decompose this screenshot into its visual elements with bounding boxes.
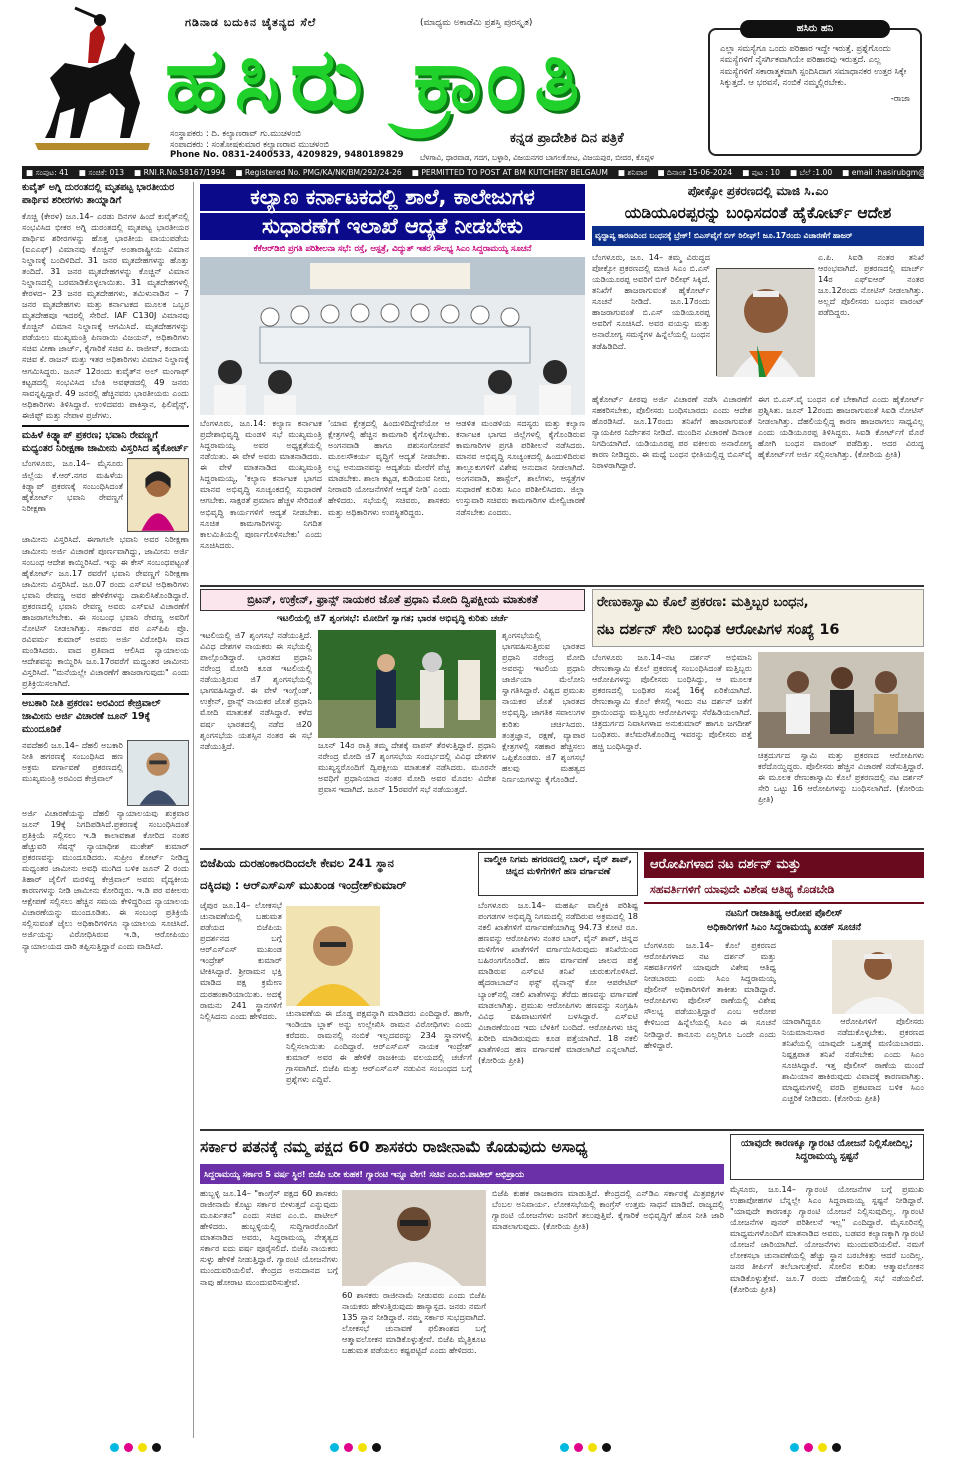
masthead — [0, 0, 945, 165]
yeddy-col-1: ಬೆಂಗಳೂರು, ಜೂ. 14– ತಮ್ಮ ವಿರುದ್ಧದ ಪೋಕ್ಸೋ ಪ್ರಕರಣದಲ್ಲಿ ಮಾಜಿ ಸಿಎಂ ಬಿ.ಎಸ್ ಯಡಿಯೂರಪ್ಪ ಅವರಿಗೆ ಬಿಗ್ ರಿಲೀಫ್ ಸಿಕ್ಕಿದೆ. ತನಿಖೆಗೆ ಹಾಜರಾಗುವಂತೆ ಹೈಕೋರ್ಟ್ ಸೂಚನೆ ನೀಡಿದೆ. ಜೂ.17ರಂದು ಹಾಜರಾಗುವಂತೆ ಬಿ.ಎಸ್ ಯಡಿಯೂರಪ್ಪ ಅವರಿಗೆ ಸೂಚಿಸಿದೆ. ಅವರ ವಯಸ್ಸು ಮತ್ತು ಅನಾರೋಗ್ಯ ಸಮಸ್ಯೆಗಳ ಹಿನ್ನೆಲೆಯಲ್ಲಿ ಬಂಧನ ತಡೆಹಿಡಿದಿದೆ. — [592, 252, 710, 351]
divider — [200, 848, 924, 850]
lead-col-3: ಆಡಳಿತ ಮಂಡಳಿಯ ಸದಸ್ಯರು ಮತ್ತು ಕಲ್ಯಾಣ ಕರ್ನಾಟಕ ಭಾಗದ ಜಿಲ್ಲೆಗಳಲ್ಲಿ ಕೈಗೊಂಡಿರುವ ಕಾಮಗಾರಿಗಳ ಪ್ರಗತಿ ಪರಿಶೀಲನೆ ನಡೆಸಿದರು. ಮಾನವ ಅಭಿವೃದ್ಧಿ ಸೂಚ್ಯಂಕದಲ್ಲಿ ಹಿಂದುಳಿದಿರುವ ತಾಲ್ಲೂಕುಗಳಿಗೆ ವಿಶೇಷ ಅನುದಾನ ನೀಡಲಾಗಿದೆ. ಅಂಗನವಾಡಿ, ಹಾಸ್ಟೆಲ್, ಶಾಲೆಗಳು, ಆಸ್ಪತ್ರೆಗಳ ಸುಧಾರಣೆ ಕುರಿತು ಸಿಎಂ ಪರಿಶೀಲಿಸಿದರು. ಜಿಲ್ಲಾ ಉಸ್ತುವಾರಿ ಸಚಿವರು ಕಾಮಗಾರಿಗಳ ಮೇಲ್ವಿಚಾರಣೆ ನಡೆಸಬೇಕು ಎಂದರು. — [456, 418, 585, 517]
sarkar-headline: ಸರ್ಕಾರ ಪತನಕ್ಕೆ ನಮ್ಮ ಪಕ್ಷದ 60 ಶಾಸಕರು ರಾಜೀನಾಮೆ ಕೊಡುವುದು ಅಸಾಧ್ಯ — [200, 1138, 588, 1156]
sarkar-photo — [342, 1190, 486, 1286]
issue-info-item: ■ email :hasirubgm@gmail.com — [842, 168, 966, 177]
bjp-headline-line1: ಬಿಜೆಪಿಯ ದುರಹಂಕಾರದಿಂದಲೇ ಕೇವಲ 241 ಸ್ಥಾನ — [200, 856, 394, 870]
sarkar-col-1: ಹುಬ್ಬಳ್ಳಿ ಜೂ.14– "ಕಾಂಗ್ರೆಸ್ ಪಕ್ಷದ 60 ಶಾಸಕರು ರಾಜೀನಾಮೆ ಕೊಟ್ಟು ಸರ್ಕಾರ ಬೀಳುತ್ತದೆ ಎನ್ನುವುದು ಮೂರ್ಖತನ" ಎಂದು ಸಚಿವ ಎಂ.ಬಿ. ಪಾಟೀಲ್ ಹೇಳಿದರು. ಹುಬ್ಬಳ್ಳಿಯಲ್ಲಿ ಸುದ್ದಿಗಾರರೊಂದಿಗೆ ಮಾತನಾಡಿದ ಅವರು, ಸಿದ್ದರಾಮಯ್ಯ ನೇತೃತ್ವದ ಸರ್ಕಾರ ಐದು ವರ್ಷ ಪೂರೈಸಲಿದೆ. ಬಿಜೆಪಿ ನಾಯಕರು ಸುಳ್ಳು ಹೇಳಿಕೆ ನೀಡುತ್ತಿದ್ದಾರೆ. ಗ್ಯಾರಂಟಿ ಯೋಜನೆಗಳು ಮುಂದುವರಿಯಲಿವೆ. ಕೇಂದ್ರದ ಅನುದಾನದ ಬಗ್ಗೆ ನಾವು ಹೋರಾಟ ಮುಂದುವರಿಸುತ್ತೇವೆ. — [200, 1188, 338, 1287]
lead-headline-line2: ಸುಧಾರಣೆಗೆ ಇಲಾಖೆ ಆದ್ಯತೆ ನೀಡಬೇಕು — [200, 213, 585, 240]
renuka-headline — [592, 589, 924, 647]
quote-title: ಹಸಿರು ಹನಿ — [740, 20, 890, 38]
left-column — [22, 182, 194, 1438]
renuka-col-2: ಚಿತ್ರದುರ್ಗದ ಸ್ವಾಮಿ ಮತ್ತು ಪ್ರಕರಣದ ಆರೋಪಿಗಳು ಕರೆದೊಯ್ದಿದ್ದರು. ಪೊಲೀಸರು ಹೆಚ್ಚಿನ ವಿಚಾರಣೆ ನಡೆಸುತ್ತಿದ್ದಾರೆ. ಈ ಮೂಲಕ ರೇಣುಕಾಸ್ವಾಮಿ ಕೊಲೆ ಪ್ರಕರಣದಲ್ಲಿ ನಟ ದರ್ಶನ್ ಸೇರಿ ಒಟ್ಟು 16 ಆರೋಪಿಗಳನ್ನು ಬಂಧಿಸಲಾಗಿದೆ. (ಕೋರಿಯ ಪ್ರೀತಿ) — [758, 750, 924, 805]
sarkar-col-3: ಬಿಜೆಪಿ ಕುಹಕ ರಾಜಕಾರಣ ಮಾಡುತ್ತಿದೆ. ಕೇಂದ್ರದಲ್ಲಿ ಎನ್‌ಡಿಎ ಸರ್ಕಾರಕ್ಕೆ ಮಿತ್ರಪಕ್ಷಗಳ ಬೆಂಬಲ ಅನಿವಾರ್ಯ. ಲೋಕಸಭೆಯಲ್ಲಿ ಕಾಂಗ್ರೆಸ್ ಉತ್ತಮ ಸಾಧನೆ ಮಾಡಿದೆ. ರಾಜ್ಯದಲ್ಲಿ ಗ್ಯಾರಂಟಿ ಯೋಜನೆಗಳು ಜನರಿಗೆ ತಲುಪುತ್ತಿವೆ. ಕೈಗಾರಿಕೆ ಅಭಿವೃದ್ಧಿಗೆ ಹೊಸ ನೀತಿ ಜಾರಿ ಮಾಡಲಾಗುವುದು. (ಕೋರಿಯ ಪ್ರೀತಿ) — [492, 1188, 724, 1232]
bhavani-body-lead: ಬೆಂಗಳೂರು, ಜೂ.14– ಮೈಸೂರು ಜಿಲ್ಲೆಯ ಕೆ.ಆರ್.ನಗರ ಮಹಿಳೆಯ ಕಿಡ್ನ್ಯಾಪ್ ಪ್ರಕರಣಕ್ಕೆ ಸಂಬಂಧಿಸಿದಂತೆ ಹೈಕೋರ್ಟ್ ಭವಾನಿ ರೇವಣ್ಣಗೆ ನಿರೀಕ್ಷಣಾ — [22, 458, 123, 513]
lead-col-2: 'ಯಾವ ಕ್ಷೇತ್ರದಲ್ಲಿ ಹಿಂದುಳಿದಿದ್ದೇವೆಯೋ ಆ ಕ್ಷೇತ್ರಗಳಲ್ಲಿ ಹೆಚ್ಚಿನ ಕಾಮಗಾರಿ ಕೈಗೊಳ್ಳಬೇಕು. ಅಂಗನವಾಡಿ ಹಾಗೂ ಪಶುಸಂಗೋಪನೆ ಮೂಲಸೌಕರ್ಯ ವೃದ್ಧಿಗೆ ಆದ್ಯತೆ ನೀಡಬೇಕು. ಲಭ್ಯ ಅನುದಾನವನ್ನು ಆದ್ಯತೆಯ ಮೇರೆಗೆ ವೆಚ್ಚ ಮಾಡಬೇಕು. ಶಾಲಾ ಕಟ್ಟಡ, ಕುಡಿಯುವ ನೀರು, ನೀರಾವರಿ ಯೋಜನೆಗಳಿಗೆ ಆದ್ಯತೆ ನೀಡಿ' ಎಂದು ಹೇಳಿದರು. ಸಭೆಯಲ್ಲಿ ಸಚಿವರು, ಶಾಸಕರು ಮತ್ತು ಅಧಿಕಾರಿಗಳು ಉಪಸ್ಥಿತರಿದ್ದರು. — [328, 418, 450, 517]
issue-info-item: ■ ಸಂಚಿಕೆ: 013 — [78, 168, 125, 177]
modi-col-2: ಜೂನ್ 14ರ ರಾತ್ರಿ ತಮ್ಮ ದೇಶಕ್ಕೆ ವಾಪಸ್ ತೆರಳುತ್ತಿದ್ದಾರೆ. ಪ್ರಧಾನಿ ನರೇಂದ್ರ ಮೋದಿ ಜಿ7 ಶೃಂಗಸಭೆಯ ಸಂದರ್ಭದಲ್ಲಿ ವಿವಿಧ ದೇಶಗಳ ಮುಖ್ಯಸ್ಥರೊಂದಿಗೆ ದ್ವಿಪಕ್ಷೀಯ ಮಾತುಕತೆ ನಡೆಸಿದರು. ಮೂರನೇ ಅವಧಿಗೆ ಪ್ರಧಾನಿಯಾದ ನಂತರ ಮೋದಿ ಅವರ ಮೊದಲ ವಿದೇಶ ಪ್ರವಾಸ ಇದಾಗಿದೆ. ಜೂನ್ 15ರವರೆಗೆ ಸಭೆ ನಡೆಯುತ್ತದೆ. — [318, 740, 496, 795]
lead-headline — [200, 184, 585, 240]
lead-headline-line1: ಕಲ್ಯಾಣ ಕರ್ನಾಟಕದಲ್ಲಿ ಶಾಲೆ, ಕಾಲೇಜುಗಳ — [200, 184, 585, 211]
issue-info-item: ■ ಶನಿವಾರ — [617, 168, 648, 177]
modi-photo — [318, 630, 496, 738]
lead-subheadline: ಕೆಕೆಆರ್‌ಡಿಬಿ ಪ್ರಗತಿ ಪರಿಶೀಲನಾ ಸಭೆ: ರಸ್ತೆ, ಆಸ್ಪತ್ರೆ, ವಿದ್ಯುತ್ ಇತರ ಸೌಲಭ್ಯ ಸಿಎಂ ಸಿದ್ದರಾಮಯ್ಯ ಸೂಚನೆ — [253, 243, 532, 253]
issue-info-item: ■ ಸಂಪುಟ: 41 — [26, 168, 69, 177]
kejriwal-body: ಅರ್ಜಿ ವಿಚಾರಣೆಯನ್ನು ದೆಹಲಿ ನ್ಯಾಯಾಲಯವು ಶುಕ್ರವಾರ ಜೂನ್ 19ಕ್ಕೆ ನಿಗದಿಪಡಿಸಿದೆ.ಪ್ರಕರಣಕ್ಕೆ ಸಂಬಂಧಿಸಿದಂತೆ ಪ್ರತಿಕ್ರಿಯೆ ಸಲ್ಲಿಸಲು ಇ.ಡಿ ಕಾಲಾವಕಾಶ ಕೋರಿದ ನಂತರ ಹೆಚ್ಚುವರಿ ಸೆಷನ್ಸ್ ನ್ಯಾಯಾಧೀಶ ಮುಕೇಶ್ ಕುಮಾರ್ ಪ್ರಕರಣವನ್ನು ಮುಂದೂಡಿದರು. ಸುಪ್ರೀಂ ಕೋರ್ಟ್ ನೀಡಿದ್ದ ಮಧ್ಯಂತರ ಜಾಮೀನು ಅವಧಿ ಮುಗಿದ ಬಳಿಕ ಜೂನ್ 2 ರಂದು ತಿಹಾರ್ ಜೈಲಿಗೆ ಮರಳಿದ್ದ ಕೇಜ್ರಿವಾಲ್ ಅವರು ವೈದ್ಯಕೀಯ ಕಾರಣಗಳನ್ನು ನೀಡಿ ಜಾಮೀನು ಕೋರಿದ್ದರು. ಇ.ಡಿ ಪರ ವಕೀಲರು ಆಕ್ಷೇಪಣೆ ಸಲ್ಲಿಸಲು ಹೆಚ್ಚಿನ ಸಮಯ ಕೇಳಿದ್ದರಿಂದ ನ್ಯಾಯಾಲಯ ವಿಚಾರಣೆಯನ್ನು ಮುಂದೂಡಿತು. ಈ ಸಂಬಂಧ ಪ್ರತಿಕ್ರಿಯೆ ಸಲ್ಲಿಸುವಂತೆ ಜೈಲು ಅಧಿಕಾರಿಗಳಿಗೂ ನ್ಯಾಯಾಲಯ ಸೂಚಿಸಿದೆ. ಅರ್ಜಿಯನ್ನು ವಿರೋಧಿಸಿರುವ ಇ.ಡಿ, ಆರೋಪಿಯು ನ್ಯಾಯಾಲಯದ ದಾರಿ ತಪ್ಪಿಸುತ್ತಿದ್ದಾರೆ ಎಂದು ವಾದಿಸಿದೆ. — [22, 807, 189, 951]
kejriwal-body-lead: ನವದೆಹಲಿ ಜೂ.14– ದೆಹಲಿ ಅಬಕಾರಿ ನೀತಿ ಹಗರಣಕ್ಕೆ ಸಂಬಂಧಿಸಿದ ಹಣ ಅಕ್ರಮ ವರ್ಗಾವಣೆ ಪ್ರಕರಣದಲ್ಲಿ ಮುಖ್ಯಮಂತ್ರಿ ಅರವಿಂದ ಕೇಜ್ರಿವಾಲ್ — [22, 739, 123, 783]
quote-text: ಎಲ್ಲಾ ಸಮಸ್ಯೆಗೂ ಒಂದು ಪರಿಹಾರ ಇದ್ದೇ ಇರುತ್ತೆ. ಪ್ರಶ್ನೆಗೊಂದು ಸಮಸ್ಯೆಗಳಿಗೆ ನೈಸರ್ಗಿಕವಾಗಿಯೇ ಪರಿಹಾರವು ಇರುತ್ತದೆ. ಎಲ್ಲ ಸಮಸ್ಯೆಗಳಿಗೆ ಸಕಾರಾತ್ಮಕವಾಗಿ ಸ್ಪಂದಿಸಿದಾಗ ಸಮಾಧಾನಕರ ಉತ್ತರ ಸಿಕ್ಕೇ ಸಿಕ್ಕುತ್ತದೆ. ಆ ಭರವಸೆ, ನಂಬಿಕೆ ನಮ್ಮಲ್ಲಿರಬೇಕು. — [720, 44, 907, 89]
registration-mark — [358, 1443, 367, 1452]
renuka-headline-line2: ನಟ ದರ್ಶನ್ ಸೇರಿ ಬಂಧಿತ ಆರೋಪಿಗಳ ಸಂಖ್ಯೆ 16 — [597, 622, 840, 638]
registration-mark — [574, 1443, 583, 1452]
registration-mark — [330, 1443, 339, 1452]
issue-info-item: ■ Registered No. PMG/KA/NK/BM/292/24-26 — [235, 168, 402, 177]
credits — [170, 129, 404, 161]
editions: ಬೆಳಗಾವಿ, ಧಾರವಾಡ, ಗದಗ, ಬಳ್ಳಾರಿ, ವಿಜಯನಗರ ಬಾಗಲಕೋಟ, ವಿಜಯಪುರ, ಬೀದರ, ಕೊಪ್ಪಳ — [420, 153, 654, 162]
award-tagline: (ಮಾಧ್ಯಮ ಅಕಾಡೆಮಿ ಪ್ರಶಸ್ತಿ ಪುರಸ್ಕೃತ) — [420, 18, 533, 28]
founder: ಸಂಸ್ಥಾಪಕರು : ದಿ. ಕಲ್ಯಾಣರಾವ್ ಗು.ಮುಚಳಂಬಿ — [170, 129, 301, 139]
valmiki-body: ಬೆಂಗಳೂರು ಜೂ.14– ಮಹರ್ಷಿ ವಾಲ್ಮೀಕಿ ಪರಿಶಿಷ್ಟ ಪಂಗಡಗಳ ಅಭಿವೃದ್ಧಿ ನಿಗಮದಲ್ಲಿ ನಡೆದಿರುವ ಅಕ್ರಮದಲ್ಲಿ 18 ನಕಲಿ ಖಾತೆಗಳಿಗೆ ವರ್ಗಾವಣೆಯಾಗಿದ್ದ 94.73 ಕೋಟಿ ರೂ. ಹಣವನ್ನು ಆರೋಪಿಗಳು ನಂತರ ಬಾರ್, ವೈನ್ ಶಾಪ್, ಚಿನ್ನದ ಮಳಿಗೆಗಳ ಖಾತೆಗಳಿಗೆ ವರ್ಗಾಯಿಸಿರುವುದು ತನಿಖೆಯಿಂದ ಬಹಿರಂಗಗೊಂಡಿದೆ. ಹಣ ವರ್ಗಾವಣೆ ಜಾಲದ ಪತ್ತೆ ಮಾಡಿರುವ ಎಸ್‌ಐಟಿ ತನಿಖೆ ಚುರುಕುಗೊಳಿಸಿದೆ. ಹೈದರಾಬಾದ್‌ನ ಫಸ್ಟ್ ಫೈನಾನ್ಸ್ ಕೋ ಆಪರೇಟಿವ್ ಬ್ಯಾಂಕ್‌ನಲ್ಲಿ ನಕಲಿ ಖಾತೆಗಳನ್ನು ತೆರೆದು ಹಣವನ್ನು ವರ್ಗಾವಣೆ ಮಾಡಲಾಗಿತ್ತು. ಪ್ರಮುಖ ಆರೋಪಿಗಳು ಹಣವನ್ನು ಸಂಗ್ರಹಿಸಿ ವಿವಿಧ ವಹಿವಾಟುಗಳಿಗೆ ಬಳಸಿದ್ದಾರೆ. ಎಸ್‌ಐಟಿ ವಿಚಾರಣೆಯಿಂದ ಇದು ಬೆಳಕಿಗೆ ಬಂದಿದೆ. ಆರೋಪಿಗಳು ಚಿನ್ನ ಖರೀದಿ ಮಾಡಿರುವುದು ಕೂಡ ಪತ್ತೆಯಾಗಿದೆ. 18 ನಕಲಿ ಖಾತೆಗಳಿಂದ ಹಣ ವರ್ಗಾವಣೆ ಮಾಡಲಾಗಿದೆ ಎನ್ನಲಾಗಿದೆ. (ಕೋರಿಯ ಪ್ರೀತಿ) — [478, 900, 638, 1065]
lead-photo — [200, 257, 585, 415]
registration-mark — [138, 1443, 147, 1452]
bjp-photo — [286, 906, 380, 1006]
issue-info-item: ■ ಪುಟ : 10 — [742, 168, 780, 177]
registration-mark — [344, 1443, 353, 1452]
darshan-col-2: ಯಾರಾಗಿದ್ದರೂ ಆರೋಪಿಗಳಿಗೆ ಪೊಲೀಸರು ನಿಯಮಾನುಸಾರ ನಡೆದುಕೊಳ್ಳಬೇಕು. ಪ್ರಕರಣದ ತನಿಖೆಯಲ್ಲಿ ಯಾವುದೇ ಒತ್ತಡಕ್ಕೆ ಮಣಿಯಬಾರದು. ನಿಷ್ಪಕ್ಷಪಾತ ತನಿಖೆ ನಡೆಸಬೇಕು ಎಂದು ಸಿಎಂ ಸೂಚಿಸಿದ್ದಾರೆ. ಇತ್ತ ಪೊಲೀಸ್ ಠಾಣೆಯ ಮುಂದೆ ಶಾಮಿಯಾನ ಹಾಕಿರುವುದು ವಿವಾದಕ್ಕೆ ಕಾರಣವಾಗಿತ್ತು. ಮಾಧ್ಯಮಗಳಲ್ಲಿ ವರದಿ ಪ್ರಕಟವಾದ ಬಳಿಕ ಸಿಎಂ ಎಚ್ಚರಿಕೆ ನೀಡಿದರು. (ಕೋರಿಯ ಪ್ರೀತಿ) — [782, 1016, 924, 1104]
registration-mark — [818, 1443, 827, 1452]
bhavani-body: ಜಾಮೀನು ವಿಸ್ತರಿಸಿದೆ. ಈಗಾಗಲೇ ಭವಾನಿ ಅವರ ನಿರೀಕ್ಷಣಾ ಜಾಮೀನು ಅರ್ಜಿ ವಿಚಾರಣೆ ಪೂರ್ಣವಾಗಿದ್ದು, ಜಾಮೀನು ಅರ್ಜಿ ಸಂಬಂಧ ಆದೇಶ ಕಾಯ್ದಿರಿಸಿದೆ. ಇನ್ನು ಈ ಕೇಸ್ ಸಂಬಂಧಪಟ್ಟಂತೆ ಹೈಕೋರ್ಟ್ ಜೂ.17 ರವರೆಗೆ ಭವಾನಿ ರೇವಣ್ಣಗೆ ನಿರೀಕ್ಷಣಾ ಜಾಮೀನು ವಿಸ್ತರಿಸಿದೆ. ಜೂ.07 ರಂದು ಎಸ್ಐಟಿ ಅಧಿಕಾರಿಗಳು ಭವಾನಿ ರೇವಣ್ಣ ಅವರ ಹೇಳಿಕೆಗಳನ್ನು ದಾಖಲಿಸಿಕೊಂಡಿದ್ದಾರೆ. ಪ್ರಕರಣದಲ್ಲಿ ಭವಾನಿ ರೇವಣ್ಣ ಅವರು ಎಸ್ಐಟಿ ವಿಚಾರಣೆಗೆ ಹಾಜರಾಗಲೇಬೇಕು. ಈ ಸಂಬಂಧ ಭವಾನಿ ರೇವಣ್ಣ ಅವರಿಗೆ ನೋಟಿಸ್ ನೀಡಲಾಗಿತ್ತು. ಸರ್ಕಾರದ ಪರ ಎಸ್‌ಪಿಪಿ ಪ್ರೊ. ರವಿವರ್ಮ ಕುಮಾರ್ ಅವರು ಅರ್ಜಿ ವಿರೋಧಿಸಿ ವಾದ ಮಂಡಿಸಿದರು. ವಾದ ಪ್ರತಿವಾದ ಆಲಿಸಿದ ನ್ಯಾಯಾಲಯ ಆದೇಶವನ್ನು ಕಾಯ್ದಿರಿಸಿ ಜೂ.17ರವರೆಗೆ ಮಧ್ಯಂತರ ಜಾಮೀನು ವಿಸ್ತರಿಸಿದೆ. "ಮನೆಯಲ್ಲೇ ವಿಚಾರಣೆಗೆ ಹಾಜರಾಗುವುದು" ಎಂದು ಪ್ರತಿಕ್ರಿಯಿಸಲಾಗಿದೆ. — [22, 534, 189, 689]
issue-info-item: ■ PERMITTED TO POST AT BM KUTCHERY BELGAUM — [411, 168, 608, 177]
kuwait-body: ಕೊಚ್ಚಿ (ಕೇರಳ) ಜೂ.14– ಎರಡು ದಿನಗಳ ಹಿಂದೆ ಕುವೈತ್‌ನಲ್ಲಿ ಸಂಭವಿಸಿದ ಭೀಕರ ಅಗ್ನಿ ದುರಂತದಲ್ಲಿ ಮೃತಪಟ್ಟ ಭಾರತೀಯರ ಪಾರ್ಥಿವ ಶರೀರಗಳನ್ನು ಹೊತ್ತ ಭಾರತೀಯ ವಾಯುಪಡೆಯ (ಐಎಎಫ್) ವಿಮಾನವು ಕೊಚ್ಚಿನ್ ಅಂತಾರಾಷ್ಟ್ರೀಯ ವಿಮಾನ ನಿಲ್ದಾಣಕ್ಕೆ ಬಂದಿಳಿದಿದೆ. 31 ಜನರ ಮೃತದೇಹಗಳನ್ನು ಹೊತ್ತು ತಂದಿದೆ. 31 ಜನರ ಮೃತದೇಹಗಳನ್ನು ಕೊಚ್ಚಿನ್ ವಿಮಾನ ನಿಲ್ದಾಣದಲ್ಲಿ ಬರಮಾಡಿಕೊಳ್ಳಲಾಯಿತು. 31 ಮೃತದೇಹಗಳಲ್ಲಿ ಕೇರಳದ– 23 ಜನರ ಮೃತದೇಹಗಳು, ತಮಿಳುನಾಡಿನ – 7 ಜನರ ಮೃತದೇಹಗಳು ಮತ್ತು ಕರ್ನಾಟಕದ ಮೂಲಕ ಒಬ್ಬರ ಮೃತದೇಹವೂ ಇದರಲ್ಲಿ ಸೇರಿದೆ. IAF C130J ವಿಮಾನವು ಕೊಚ್ಚಿನ್ ವಿಮಾನ ನಿಲ್ದಾಣಕ್ಕೆ ಆಗಮಿಸಿದೆ. ಮೃತದೇಹಗಳನ್ನು ಪಡೆಯಲು ಮುಖ್ಯಮಂತ್ರಿ ಪಿಣರಾಯಿ ವಿಜಯನ್, ಅಧಿಕಾರಿಗಳು ಸಚಿವ ವೀಣಾ ಜಾರ್ಜ್, ಕೈಗಾರಿಕೆ ಸಚಿವ ಪಿ. ರಾಜೀವ್, ಕಂದಾಯ ಸಚಿವ ಕೆ. ರಾಜನ್ ಮತ್ತು ಇತರ ಅಧಿಕಾರಿಗಳು ವಿಮಾನ ನಿಲ್ದಾಣಕ್ಕೆ ಆಗಮಿಸಿದ್ದರು. ಜೂನ್ 12ರಂದು ಕುವೈತ್‌ನ ಅಲ್ ಮಂಗಾಫ್ ಕಟ್ಟಡದಲ್ಲಿ ಸಂಭವಿಸಿದ ಬೆಂಕಿ ಅವಘಡದಲ್ಲಿ 49 ಜನರು ಸಾವನ್ನಪ್ಪಿದ್ದಾರೆ. 49 ಜನರಲ್ಲಿ ಹೆಚ್ಚಿನವರು ಭಾರತೀಯರು ಎಂದು ಅಧಿಕಾರಿಗಳು ತಿಳಿಸಿದ್ದಾರೆ. ಉಳಿದವರು ಪಾಕಿಸ್ತಾನ, ಫಿಲಿಪೈನ್ಸ್, ಈಜಿಪ್ಟ್ ಮತ್ತು ನೇಪಾಳ ಪ್ರಜೆಗಳು. — [22, 210, 189, 420]
yeddy-col-2: ಎ.ಪಿ. ಸಿಐಡಿ ನಂತರ ತನಿಖೆ ಆರಂಭವಾಗಿದೆ. ಪ್ರಕರಣದಲ್ಲಿ ಮಾರ್ಚ್ 14ರ ಎಫ್‌ಐಆರ್ ನಂತರ ಜೂ.12ರಂದು ನೋಟಿಸ್ ನೀಡಲಾಗಿತ್ತು. ಅಲ್ಲದೆ ಪೊಲೀಸರು ಬಂಧನ ವಾರಂಟ್ ಪಡೆದಿದ್ದರು. — [818, 252, 924, 318]
divider — [200, 1129, 924, 1131]
bhavani-photo — [127, 458, 189, 532]
tagline: ಗಡಿನಾಡ ಬದುಕಿನ ಚೈತನ್ಯದ ಸೆಲೆ — [185, 16, 317, 29]
bjp-headline-line2: ದಕ್ಕಿದವು : ಆರ್‌ಎಸ್‌ಎಸ್ ಮುಖಂಡ ಇಂದ್ರೇಶ್‌ಕುಮಾರ್ — [200, 878, 407, 892]
registration-mark — [790, 1443, 799, 1452]
registration-mark — [560, 1443, 569, 1452]
divider — [200, 585, 924, 587]
renuka-col-1: ಬೆಂಗಳೂರು ಜೂ.14–ನಟ ದರ್ಶನ್ ಅಭಿಮಾನಿ ರೇಣುಕಾಸ್ವಾಮಿ ಕೊಲೆ ಪ್ರಕರಣಕ್ಕೆ ಸಂಬಂಧಿಸಿದಂತೆ ಮತ್ತಿಬ್ಬರು ಆರೋಪಿಗಳನ್ನು ಪೊಲೀಸರು ಬಂಧಿಸಿದ್ದು, ಆ ಮೂಲಕ ಪ್ರಕರಣದಲ್ಲಿ ಬಂಧಿತರ ಸಂಖ್ಯೆ 16ಕ್ಕೆ ಏರಿಕೆಯಾಗಿದೆ. ರೇಣುಕಾಸ್ವಾಮಿ ಕೊಲೆ ಕೇಸಲ್ಲಿ ಇಂದು ನಟ ದರ್ಶನ್ ಜತೆಗೆ ಪ್ರಾಯಿಂದನ್ನು ಮತ್ತಿಬ್ಬರು ಆರೋಪಿಗಳನ್ನು ಸೆರೆಹಿಡಿಯಲಾಗಿದೆ. ಚಿತ್ರದುರ್ಗದ ನಿವಾಸಿಗಳಾದ ಅನುಕುಮಾರ್ ಹಾಗೂ ಜಗದೀಶ್ ಬಂಧಿತರು. ತಲೆಮರೆಸಿಕೊಂಡಿದ್ದ ಇವರನ್ನು ಪೊಲೀಸರು ಪತ್ತೆ ಹಚ್ಚಿ ಬಂಧಿಸಿದ್ದಾರೆ. — [592, 652, 752, 751]
issue-info-bar — [22, 166, 966, 179]
modi-col-1: ಇಟಲಿಯಲ್ಲಿ ಜಿ7 ಶೃಂಗಸಭೆ ನಡೆಯುತ್ತಿದೆ. ವಿವಿಧ ದೇಶಗಳ ನಾಯಕರು ಈ ಸಭೆಯಲ್ಲಿ ಪಾಲ್ಗೊಂಡಿದ್ದಾರೆ. ಭಾರತದ ಪ್ರಧಾನಿ ನರೇಂದ್ರ ಮೋದಿ ಕೂಡ ಇಟಲಿಯಲ್ಲಿ ನಡೆಯುತ್ತಿರುವ ಜಿ7 ಶೃಂಗಸಭೆಯಲ್ಲಿ ಭಾಗವಹಿಸಿದ್ದಾರೆ. ಈ ವೇಳೆ ಇಂಗ್ಲೆಂಡ್, ಉಕ್ರೇನ್, ಫ್ರಾನ್ಸ್ ನಾಯಕರ ಜೊತೆ ಪ್ರಧಾನಿ ಮೋದಿ ಮಾತುಕತೆ ನಡೆಸಿದ್ದಾರೆ. ಕಳೆದ ವರ್ಷ ಭಾರತದಲ್ಲಿ ನಡೆದ ಜಿ20 ಶೃಂಗಸಭೆಯ ಯಶಸ್ಸಿನ ನಂತರ ಈ ಸಭೆ ನಡೆಯುತ್ತಿದೆ. — [200, 630, 312, 751]
modi-col-3: ಶೃಂಗಸಭೆಯಲ್ಲಿ ಭಾಗವಹಿಸುತ್ತಿರುವ ಭಾರತದ ಪ್ರಧಾನಿ ನರೇಂದ್ರ ಮೋದಿ ಅವರನ್ನು ಇಟಲಿಯ ಪ್ರಧಾನಿ ಜಾರ್ಜಿಯಾ ಮೆಲೋನಿ ಸ್ವಾಗತಿಸಿದ್ದಾರೆ. ವಿಶ್ವದ ಪ್ರಮುಖ ನಾಯಕರ ಜೊತೆ ಭಾರತದ ಅಭಿವೃದ್ಧಿ, ಜಾಗತಿಕ ಸವಾಲುಗಳ ಕುರಿತು ಚರ್ಚಿಸಿದರು. ತಂತ್ರಜ್ಞಾನ, ರಕ್ಷಣೆ, ವ್ಯಾಪಾರ ಕ್ಷೇತ್ರಗಳಲ್ಲಿ ಸಹಕಾರ ಹೆಚ್ಚಿಸಲು ಒಪ್ಪಿಕೊಂಡರು. ಜಿ7 ಶೃಂಗಸಭೆ ಹಲವು ಮಹತ್ವದ ನಿರ್ಣಯಗಳನ್ನು ಕೈಗೊಂಡಿದೆ. — [502, 630, 585, 784]
valmiki-headline: ವಾಲ್ಮೀಕಿ ನಿಗಮ ಹಗರಣದಲ್ಲಿ ಬಾರ್, ವೈನ್ ಶಾಪ್, ಚಿನ್ನದ ಮಳಿಗೆಗಳಿಗೆ ಹಣ ವರ್ಗಾವಣೆ — [478, 852, 638, 896]
yeddy-strap: ವೃದ್ಧಾಪ್ಯ ಕಾರಣದಿಂದ ಬಂಧನಕ್ಕೆ ಬ್ರೇಕ್! ಬಿಎಸ್‌ವೈಗೆ ಬಿಗ್ ರಿಲೀಫ್! ಜೂ.17ರಂದು ವಿಚಾರಣೆಗೆ ಹಾಜರ್ — [592, 226, 924, 246]
registration-mark — [602, 1443, 611, 1452]
registration-mark — [588, 1443, 597, 1452]
issue-info-item: ■ ದಿನಾಂಕ 15-06-2024 — [657, 168, 733, 177]
darshan-photo — [832, 940, 924, 1014]
yeddy-headline: ಯಡಿಯೂರಪ್ಪರನ್ನು ಬಂಧಿಸದಂತೆ ಹೈಕೋರ್ಟ್ ಆದೇಶ — [624, 204, 892, 222]
registration-mark — [372, 1443, 381, 1452]
darshan-col-1: ಬೆಂಗಳೂರು ಜೂ.14– ಕೊಲೆ ಪ್ರಕರಣದ ಆರೋಪಿಗಳಾದ ನಟ ದರ್ಶನ್ ಮತ್ತು ಸಹವರ್ತಿಗಳಿಗೆ ಯಾವುದೇ ವಿಶೇಷ ಆತಿಥ್ಯ ನೀಡಬಾರದು ಎಂದು ಸಿಎಂ ಸಿದ್ದರಾಮಯ್ಯ ಪೊಲೀಸ್ ಅಧಿಕಾರಿಗಳಿಗೆ ತಾಕೀತು ಮಾಡಿದ್ದಾರೆ. ಆರೋಪಿಗಳು ಪೊಲೀಸ್ ಠಾಣೆಯಲ್ಲಿ ವಿಶೇಷ ಸೌಲಭ್ಯ ಪಡೆಯುತ್ತಿದ್ದಾರೆ ಎಂಬ ಆರೋಪ ಕೇಳಿಬಂದ ಹಿನ್ನೆಲೆಯಲ್ಲಿ ಸಿಎಂ ಈ ಸೂಚನೆ ನೀಡಿದ್ದಾರೆ. ಕಾನೂನು ಎಲ್ಲರಿಗೂ ಒಂದೇ ಎಂದು ಹೇಳಿದ್ದಾರೆ. — [644, 940, 776, 1050]
yeddy-col-3: ಹೈಕೋರ್ಟ್ ಪೀಠವು ಅರ್ಜಿ ವಿಚಾರಣೆ ನಡೆಸಿ ವಿಚಾರಣೆಗೆ ಸಹಕರಿಸಬೇಕು, ಪೊಲೀಸರು ಬಂಧಿಸಬಾರದು ಎಂದು ಆದೇಶ ಹೊರಡಿಸಿದೆ. ಜೂ.17ರಂದು ತನಿಖೆಗೆ ಹಾಜರಾಗುವಂತೆ ನ್ಯಾಯಪೀಠ ನಿರ್ದೇಶನ ನೀಡಿದೆ. ಮುಂದಿನ ವಿಚಾರಣೆ ದಿನಾಂಕ ನಿಗದಿಯಾಗಿದೆ. ಯಡಿಯೂರಪ್ಪ ಪರ ವಕೀಲರು ಅನಾರೋಗ್ಯ ಕಾರಣ ನೀಡಿದ್ದರು. ಈ ಮಧ್ಯೆ ಬಂಧನ ಭೀತಿಯಲ್ಲಿದ್ದ ಬಿಎಸ್‌ವೈ ನಿರಾಳರಾಗಿದ್ದಾರೆ. — [592, 394, 752, 471]
kuwait-headline: ಕುವೈತ್ ಅಗ್ನಿ ದುರಂತದಲ್ಲಿ ಮೃತಪಟ್ಟ ಭಾರತೀಯರ ಪಾರ್ಥಿವ ಶರೀರಗಳು ತಾಯ್ನಾಡಿಗೆ — [22, 182, 175, 206]
sarkar-col-2: 60 ಶಾಸಕರು ರಾಜೀನಾಮೆ ನೀಡುವರು ಎಂದು ಬಿಜೆಪಿ ನಾಯಕರು ಹೇಳುತ್ತಿರುವುದು ಹಾಸ್ಯಾಸ್ಪದ. ಜನರು ನಮಗೆ 135 ಸ್ಥಾನ ನೀಡಿದ್ದಾರೆ. ನಮ್ಮ ಸರ್ಕಾರ ಸುಭದ್ರವಾಗಿದೆ. ಲೋಕಸಭೆ ಚುನಾವಣೆ ಫಲಿತಾಂಶದ ಬಗ್ಗೆ ಆತ್ಮಾವಲೋಕನ ಮಾಡಿಕೊಳ್ಳುತ್ತೇವೆ. ಬಿಜೆಪಿ ಮೈತ್ರಿಕೂಟ ಬಹುಮತ ಪಡೆಯಲು ಕಷ್ಟಪಟ್ಟಿದೆ ಎಂದು ಹೇಳಿದರು. — [342, 1290, 486, 1356]
registration-mark — [110, 1443, 119, 1452]
horse-rider-logo — [20, 8, 160, 158]
bjp-headline — [200, 852, 472, 896]
darshan-headline-line2: ಸಹವರ್ತಿಗಳಿಗೆ ಯಾವುದೇ ವಿಶೇಷ ಆತಿಥ್ಯ ಕೊಡಬೇಡಿ — [644, 878, 924, 902]
newspaper-name: ಹಸಿರು ಕ್ರಾಂತಿ — [165, 30, 590, 130]
renuka-photo — [758, 652, 924, 748]
kejriwal-headline: ಅಬಕಾರಿ ನೀತಿ ಪ್ರಕರಣ: ಅರವಿಂದ ಕೇಜ್ರಿವಾಲ್ ಜಾಮೀನು ಅರ್ಜಿ ವಿಚಾರಣೆ ಜೂನ್ 19ಕ್ಕೆ ಮುಂದೂಡಿಕೆ — [22, 693, 189, 736]
phone: Phone No. 0831-2400533, 4209829, 9480189829 — [170, 150, 404, 161]
quote-box — [708, 23, 922, 156]
kejriwal-photo — [127, 740, 189, 806]
registration-mark — [152, 1443, 161, 1452]
issue-info-item: ■ RNI.R.No.58167/1994 — [134, 168, 226, 177]
newspaper-subtitle: ಕನ್ನಡ ಪ್ರಾದೇಶಿಕ ದಿನ ಪತ್ರಿಕೆ — [510, 131, 624, 146]
darshan-sub1: ನಟನಿಗೆ ರಾಜಾತಿಥ್ಯ ಆರೋಪ ಪೊಲೀಸ್ — [725, 908, 843, 919]
yeddy-kicker: ಪೋಕ್ಸೋ ಪ್ರಕರಣದಲ್ಲಿ ಮಾಜಿ ಸಿ.ಎಂ — [687, 184, 829, 198]
issue-info-item: ■ ಬೆಲೆ :1.00 — [789, 168, 833, 177]
guarantee-headline: ಯಾವುದೇ ಕಾರಣಕ್ಕೂ ಗ್ಯಾರಂಟಿ ಯೋಜನೆ ನಿಲ್ಲಿಸೋದಿಲ್ಲ; ಸಿದ್ದರಾಮಯ್ಯ ಸ್ಪಷ್ಟನೆ — [730, 1134, 924, 1180]
yeddy-col-4: ಈಗ ಬಿ.ಎಸ್.ವೈ ಬಂಧನ ಏಕೆ ಬೇಕಾಗಿದೆ ಎಂದು ಹೈಕೋರ್ಟ್ ಪ್ರಶ್ನಿಸಿತು. ಜೂನ್ 12ರಂದು ಹಾಜರಾಗುವಂತೆ ಸಿಐಡಿ ನೋಟಿಸ್ ನೀಡಲಾಗಿತ್ತು. ದೆಹಲಿಯಲ್ಲಿದ್ದ ಕಾರಣ ಹಾಜರಾಗಲು ಸಾಧ್ಯವಿಲ್ಲ ಎಂದು ಯಡಿಯೂರಪ್ಪ ತಿಳಿಸಿದ್ದರು. ಸಿಐಡಿ ಕೋರ್ಟ್‌ಗೆ ಮೊರೆ ಹೋಗಿ ಬಂಧನ ವಾರಂಟ್ ಪಡೆದಿತ್ತು. ಅದರ ವಿರುದ್ಧ ಹೈಕೋರ್ಟ್‌ಗೆ ಅರ್ಜಿ ಸಲ್ಲಿಸಲಾಗಿತ್ತು. (ಕೋರಿಯ ಪ್ರೀತಿ) — [758, 394, 924, 460]
renuka-headline-line1: ರೇಣುಕಾಸ್ವಾಮಿ ಕೊಲೆ ಪ್ರಕರಣ: ಮತ್ತಿಬ್ಬರ ಬಂಧನ, — [597, 595, 809, 610]
editor: ಸಂಪಾದಕರು : ಸಂತೋಷಕುಮಾರ ಕಲ್ಯಾಣರಾವ ಮುಚಳಂಬಿ — [170, 139, 329, 150]
darshan-sub2: ಅಧಿಕಾರಿಗಳಿಗೆ ಸಿಎಂ ಸಿದ್ದರಾಮಯ್ಯ ಖಡಕ್ ಸೂಚನೆ — [707, 922, 861, 933]
modi-subheadline: ಇಟಲಿಯಲ್ಲಿ ಜಿ7 ಶೃಂಗಸಭೆ: ಮೋದಿಗೆ ಸ್ವಾಗತ; ಭಾರತ ಅಭಿವೃದ್ಧಿ ಕುರಿತು ಚರ್ಚೆ — [276, 614, 509, 624]
yeddy-photo — [716, 268, 814, 376]
darshan-headline — [644, 852, 924, 904]
modi-headline: ಬ್ರಿಟನ್, ಉಕ್ರೇನ್, ಫ್ರಾನ್ಸ್ ನಾಯಕರ ಜೊತೆ ಪ್ರಧಾನಿ ಮೋದಿ ದ್ವಿಪಕ್ಷೀಯ ಮಾತುಕತೆ — [200, 589, 585, 611]
guarantee-body: ಮೈಸೂರು, ಜೂ.14– ಗ್ಯಾರಂಟಿ ಯೋಜನೆಗಳ ಬಗ್ಗೆ ಪ್ರಮುಖ ಉಹಾಪೋಹಗಳ ಬೆನ್ನಲ್ಲೇ ಸಿಎಂ ಸಿದ್ದರಾಮಯ್ಯ ಸ್ಪಷ್ಟನೆ ನೀಡಿದ್ದಾರೆ. "ಯಾವುದೇ ಕಾರಣಕ್ಕೂ ಗ್ಯಾರಂಟಿ ಯೋಜನೆ ನಿಲ್ಲಿಸುವುದಿಲ್ಲ. ಗ್ಯಾರಂಟಿ ಯೋಜನೆಗಳ ಪುನರ್ ಪರಿಶೀಲನೆ ಇಲ್ಲ" ಎಂದಿದ್ದಾರೆ. ಮೈಸೂರಿನಲ್ಲಿ ಮಾಧ್ಯಮಗಳೊಂದಿಗೆ ಮಾತನಾಡಿದ ಅವರು, ಬಡವರ ಕಲ್ಯಾಣಕ್ಕಾಗಿ ಗ್ಯಾರಂಟಿ ಯೋಜನೆ ಜಾರಿಯಾಗಿದೆ. ಯೋಜನೆಗಳು ಮುಂದುವರಿಯಲಿವೆ. ನಮಗೆ ಲೋಕಸಭಾ ಚುನಾವಣೆಯಲ್ಲಿ ಹೆಚ್ಚು ಸ್ಥಾನ ಬರಬೇಕಿತ್ತು ಆದರೆ ಬಂದಿಲ್ಲ. ಜನರ ತೀರ್ಪಿಗೆ ತಲೆಬಾಗುತ್ತೇವೆ. ಸೋಲಿನ ಕುರಿತು ಆತ್ಮಾವಲೋಕನ ಮಾಡಿಕೊಳ್ಳುತ್ತೇವೆ. ಜೂ.7 ರಂದು ದೆಹಲಿಯಲ್ಲಿ ಸಭೆ ನಡೆಯಲಿದೆ. (ಕೋರಿಯ ಪ್ರೀತಿ) — [730, 1184, 924, 1294]
lead-col-1: ಬೆಂಗಳೂರು, ಜೂ.14: ಕಲ್ಯಾಣ ಕರ್ನಾಟಕ ಪ್ರದೇಶಾಭಿವೃದ್ಧಿ ಮಂಡಳಿ ಸಭೆ ಮುಖ್ಯಮಂತ್ರಿ ಸಿದ್ದರಾಮಯ್ಯ ಅವರ ಅಧ್ಯಕ್ಷತೆಯಲ್ಲಿ ನಡೆಯಿತು. ಈ ವೇಳೆ ಅವರು ಮಾತನಾಡಿದರು. ಈ ವೇಳೆ ಮಾತನಾಡಿದ ಮುಖ್ಯಮಂತ್ರಿ ಸಿದ್ದರಾಮಯ್ಯ, 'ಕಲ್ಯಾಣ ಕರ್ನಾಟಕ ಭಾಗದ ಮಾನವ ಅಭಿವೃದ್ಧಿ ಸೂಚ್ಯಂಕದಲ್ಲಿ ಸುಧಾರಣೆ ಆಗಬೇಕು. ಸಾಕ್ಷರತೆ ಪ್ರಮಾಣ ಹೆಚ್ಚಳ ಸೇರಿದಂತೆ ಅಭಿವೃದ್ಧಿ ಕಾರ್ಯಗಳಿಗೆ ಆದ್ಯತೆ ನೀಡಬೇಕು. ಸೂಚಿತ ಕಾಮಗಾರಿಗಳನ್ನು ನಿಗದಿತ ಕಾಲಮಿತಿಯಲ್ಲಿ ಪೂರ್ಣಗೊಳಿಸಬೇಕು' ಎಂದು ಸೂಚಿಸಿದರು. — [200, 418, 322, 550]
sarkar-strap: ಸಿದ್ದರಾಮಯ್ಯ ಸರ್ಕಾರ 5 ವರ್ಷ ಸ್ಥಿರ! ಬಿಜೆಪಿ ಬರೀ ಕುಹಕ! ಗ್ಯಾರಂಟಿ ಇನ್ನೂ ವೇಗ! ಸಚಿವ ಎಂ.ಬಿ.ಪಾಟೀಲ್ ಅಭಿಪ್ರಾಯ — [200, 1164, 724, 1184]
bjp-col-1: ಜೈಪುರ ಜೂ.14– ಲೋಕಸಭೆ ಚುನಾವಣೆಯಲ್ಲಿ ಬಹುಮತ ಪಡೆಯದ ಬಿಜೆಪಿಯ ಪ್ರದರ್ಶನದ ಬಗ್ಗೆ ಆರ್‌ಎಸ್‌ಎಸ್ ಮುಖಂಡ ಇಂದ್ರೇಶ್ ಕುಮಾರ್ ಟೀಕಿಸಿದ್ದಾರೆ. ಶ್ರೀರಾಮನ ಭಕ್ತಿ ಮಾಡಿದ ಪಕ್ಷ ಕ್ರಮೇಣ ದುರಹಂಕಾರಿಯಾಯಿತು. ಅದಕ್ಕೆ ರಾಮನು 241 ಸ್ಥಾನಗಳಿಗೆ ನಿಲ್ಲಿಸಿದನು ಎಂದು ಹೇಳಿದರು. — [200, 900, 282, 1021]
bjp-col-2: ಚುನಾವಣೆಯ ಈ ದೊಡ್ಡ ಪಕ್ಷವನ್ನಾಗಿ ಮಾಡಿದರು ಎಂದಿದ್ದಾರೆ. ಹಾಗೇ, ಇಂಡಿಯಾ ಬ್ಲಾಕ್ ಅನ್ನು ಉಲ್ಲೇಖಿಸಿ ರಾಮನ ವಿರೋಧಿಗಳು ಎಂದು ಕರೆದರು. ರಾಮನಲ್ಲಿ ನಂಬಿಕೆ ಇಲ್ಲದವರನ್ನು 234 ಸ್ಥಾನಗಳಲ್ಲಿ ನಿಲ್ಲಿಸಲಾಯಿತು ಎಂದಿದ್ದಾರೆ. ಆರ್‌ಎಸ್‌ಎಸ್ ನಾಯಕ ಇಂದ್ರೇಶ್ ಕುಮಾರ್ ಅವರ ಈ ಹೇಳಿಕೆ ರಾಜಕೀಯ ವಲಯದಲ್ಲಿ ಚರ್ಚೆಗೆ ಗ್ರಾಸವಾಗಿದೆ. ಬಿಜೆಪಿ ಮತ್ತು ಆರ್‌ಎಸ್‌ಎಸ್ ನಡುವಿನ ಸಂಬಂಧದ ಬಗ್ಗೆ ಪ್ರಶ್ನೆಗಳು ಎದ್ದಿವೆ. — [286, 1008, 472, 1085]
bhavani-headline: ಮಹಿಳೆ ಕಿಡ್ನ್ಯಾಪ್ ಪ್ರಕರಣ; ಭವಾನಿ ರೇವಣ್ಣಗೆ ಮಧ್ಯಂತರ ನಿರೀಕ್ಷಣಾ ಜಾಮೀನು ವಿಸ್ತರಿಸಿದ ಹೈಕೋರ್ಟ್ — [22, 425, 189, 456]
registration-mark — [832, 1443, 841, 1452]
darshan-headline-line1: ಆರೋಪಿಗಳಾದ ನಟ ದರ್ಶನ್ ಮತ್ತು — [650, 857, 801, 872]
registration-mark — [804, 1443, 813, 1452]
quote-signature: -ರಾಜಾ — [890, 93, 910, 104]
registration-mark — [124, 1443, 133, 1452]
